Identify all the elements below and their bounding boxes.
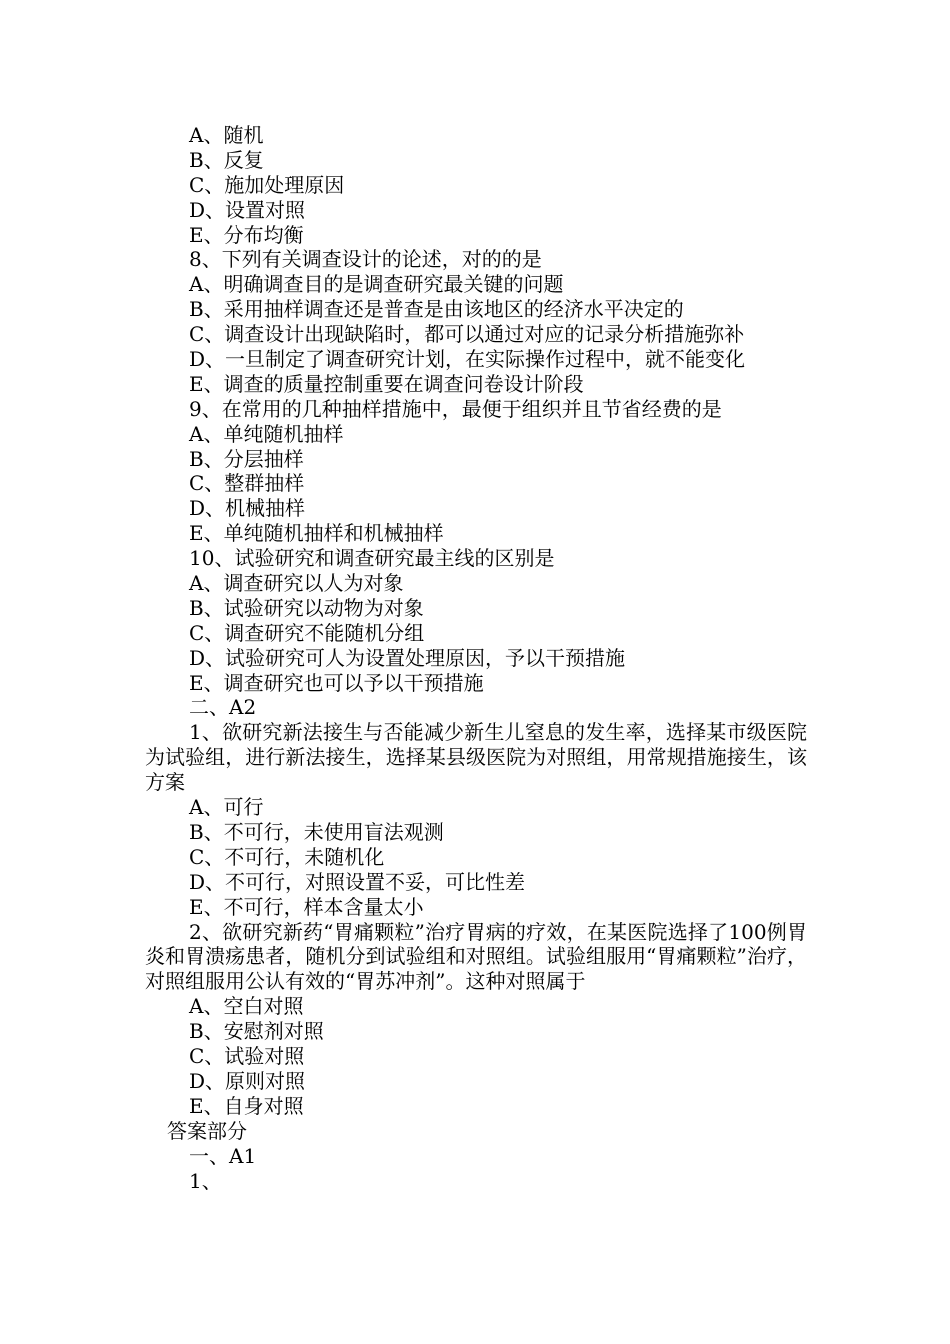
- option-e: E、调查的质量控制重要在调查问卷设计阶段: [189, 371, 584, 396]
- option-e: E、不可行，样本含量太小: [189, 894, 424, 919]
- option-c: C、整群抽样: [189, 471, 305, 496]
- option-b: B、反复: [189, 147, 264, 172]
- option-d: D、设置对照: [189, 197, 306, 222]
- option-c: C、施加处理原因: [189, 172, 345, 197]
- answer-item-1: 1、: [189, 1168, 222, 1193]
- option-d: D、不可行，对照设置不妥，可比性差: [189, 869, 526, 894]
- section-heading-a2: 二、A2: [189, 695, 257, 720]
- option-d: D、原则对照: [189, 1068, 306, 1093]
- option-e: E、自身对照: [189, 1093, 304, 1118]
- option-c: C、不可行，未随机化: [189, 844, 385, 869]
- option-b: B、采用抽样调查还是普查是由该地区的经济水平决定的: [189, 297, 684, 322]
- option-b: B、分层抽样: [189, 446, 304, 471]
- question-a2-2: 2、欲研究新药“胃痛颗粒”治疗胃病的疗效，在某医院选择了100例胃炎和胃溃疡患者，随机分到试验组和对照组。试验组服用“胃痛颗粒”治疗，对照组服用公认有效的“胃苏冲剂”。这种对照属于: [145, 919, 807, 994]
- option-e: E、调查研究也可以予以干预措施: [189, 670, 484, 695]
- question-a2-1: 1、欲研究新法接生与否能减少新生儿窒息的发生率，选择某市级医院为试验组，进行新法接生，选择某县级医院为对照组，用常规措施接生，该方案: [145, 720, 807, 795]
- option-c: C、调查研究不能随机分组: [189, 620, 425, 645]
- option-a: A、调查研究以人为对象: [189, 571, 404, 596]
- option-b: B、不可行，未使用盲法观测: [189, 819, 444, 844]
- document-body: [145, 123, 807, 1193]
- option-a: A、空白对照: [189, 994, 304, 1019]
- option-d: D、一旦制定了调查研究计划，在实际操作过程中，就不能变化: [189, 347, 746, 372]
- option-a: A、明确调查目的是调查研究最关键的问题: [189, 272, 564, 297]
- answer-section-a1: 一、A1: [189, 1143, 257, 1168]
- option-b: B、安慰剂对照: [189, 1019, 324, 1044]
- option-b: B、试验研究以动物为对象: [189, 595, 424, 620]
- question-8: 8、下列有关调查设计的论述，对的的是: [189, 247, 542, 272]
- option-a: A、随机: [189, 123, 264, 147]
- option-e: E、分布均衡: [189, 222, 304, 247]
- answer-heading: 答案部分: [167, 1118, 247, 1143]
- option-a: A、单纯随机抽样: [189, 421, 344, 446]
- question-10: 10、试验研究和调查研究最主线的区别是: [189, 546, 555, 571]
- option-c: C、试验对照: [189, 1044, 305, 1069]
- option-a: A、可行: [189, 795, 264, 820]
- option-d: D、试验研究可人为设置处理原因，予以干预措施: [189, 645, 626, 670]
- option-d: D、机械抽样: [189, 496, 306, 521]
- option-e: E、单纯随机抽样和机械抽样: [189, 521, 444, 546]
- option-c: C、调查设计出现缺陷时，都可以通过对应的记录分析措施弥补: [189, 322, 745, 347]
- question-9: 9、在常用的几种抽样措施中，最便于组织并且节省经费的是: [189, 396, 722, 421]
